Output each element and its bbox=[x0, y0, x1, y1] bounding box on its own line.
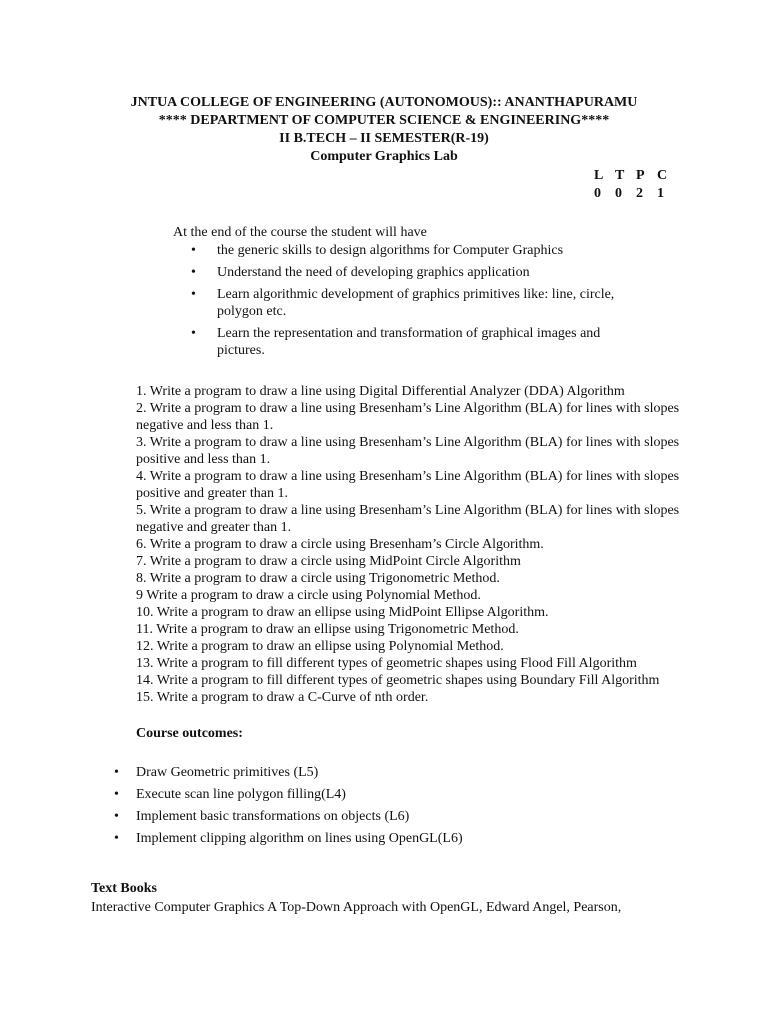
program-item: 13. Write a program to fill different types of geometric shapes using Flood Fill Algorithm bbox=[136, 656, 637, 671]
program-item: 4. Write a program to draw a line using Bresenham’s Line Algorithm (BLA) for lines with slopes positive and greater than 1. bbox=[136, 469, 680, 501]
outcome-item: • Implement basic transformations on objects (L6) bbox=[97, 808, 463, 825]
ltpc-value: 0 bbox=[594, 186, 601, 201]
program-list bbox=[136, 383, 696, 706]
course-outcomes-list bbox=[97, 764, 463, 852]
ltpc-label: P bbox=[636, 168, 645, 183]
program-item: 5. Write a program to draw a line using Bresenham’s Line Algorithm (BLA) for lines with slopes negative and greater than 1. bbox=[136, 503, 680, 535]
ltpc-value: 1 bbox=[657, 186, 664, 201]
program-item: 2. Write a program to draw a line using Bresenham’s Line Algorithm (BLA) for lines with slopes negative and less than 1. bbox=[136, 401, 680, 433]
program-item: 3. Write a program to draw a line using Bresenham’s Line Algorithm (BLA) for lines with slopes positive and less than 1. bbox=[136, 435, 680, 467]
department-title: **** DEPARTMENT OF COMPUTER SCIENCE & ENGINEERING**** bbox=[158, 113, 610, 128]
objective-item: • Learn the representation and transformation of graphical images and pictures. bbox=[177, 325, 637, 359]
program-item: 1. Write a program to draw a line using Digital Differential Analyzer (DDA) Algorithm bbox=[136, 384, 625, 399]
objectives-list bbox=[177, 242, 637, 364]
ltpc-label: C bbox=[657, 168, 668, 183]
outcome-item: • Implement clipping algorithm on lines using OpenGL(L6) bbox=[97, 830, 463, 847]
text-books-heading: Text Books bbox=[91, 881, 158, 896]
program-item: 9 Write a program to draw a circle using Polynomial Method. bbox=[136, 588, 481, 603]
ltpc-label: T bbox=[615, 168, 625, 183]
outcome-item: • Execute scan line polygon filling(L4) bbox=[97, 786, 463, 803]
ltpc-labels bbox=[594, 167, 678, 185]
program-item: 8. Write a program to draw a circle using Trigonometric Method. bbox=[136, 571, 500, 586]
ltpc-value: 2 bbox=[636, 186, 643, 201]
program-item: 6. Write a program to draw a circle using Bresenham’s Circle Algorithm. bbox=[136, 537, 544, 552]
text-books-entry: Interactive Computer Graphics A Top-Down Approach with OpenGL, Edward Angel, Pearson, bbox=[91, 900, 622, 915]
program-item: 12. Write a program to draw an ellipse using Polynomial Method. bbox=[136, 639, 504, 654]
ltpc-label: L bbox=[594, 168, 604, 183]
program-item: 7. Write a program to draw a circle using MidPoint Circle Algorithm bbox=[136, 554, 521, 569]
college-title: JNTUA COLLEGE OF ENGINEERING (AUTONOMOUS):: ANANTHAPURAMU bbox=[130, 95, 638, 110]
program-item: 10. Write a program to draw an ellipse using MidPoint Ellipse Algorithm. bbox=[136, 605, 549, 620]
course-outcomes-heading: Course outcomes: bbox=[136, 726, 243, 741]
ltpc-value: 0 bbox=[615, 186, 622, 201]
objective-item: • Learn algorithmic development of graphics primitives like: line, circle, polygon etc. bbox=[177, 286, 637, 320]
program-item: 15. Write a program to draw a C-Curve of nth order. bbox=[136, 690, 429, 705]
objective-item: • Understand the need of developing graphics application bbox=[177, 264, 637, 281]
objective-item: • the generic skills to design algorithms for Computer Graphics bbox=[177, 242, 637, 259]
ltpc-values bbox=[594, 185, 678, 203]
semester-title: II B.TECH – II SEMESTER(R-19) bbox=[279, 131, 489, 146]
objectives-intro: At the end of the course the student will have bbox=[173, 225, 427, 240]
program-item: 14. Write a program to fill different types of geometric shapes using Boundary Fill Algorithm bbox=[136, 673, 660, 688]
outcome-item: • Draw Geometric primitives (L5) bbox=[97, 764, 463, 781]
program-item: 11. Write a program to draw an ellipse using Trigonometric Method. bbox=[136, 622, 519, 637]
course-title: Computer Graphics Lab bbox=[310, 149, 458, 164]
